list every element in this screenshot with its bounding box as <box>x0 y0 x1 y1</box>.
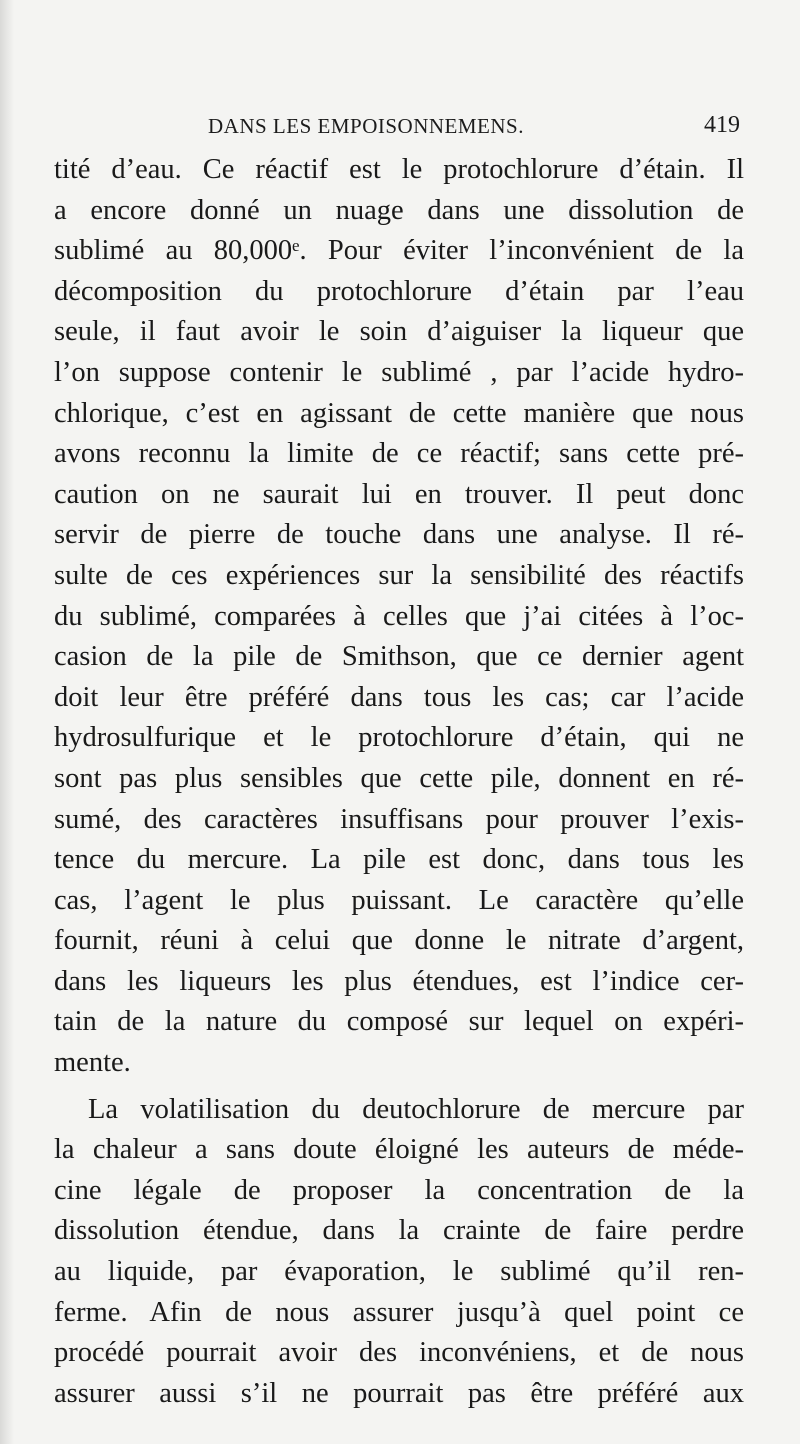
text-line: l’on suppose contenir le sublimé , par l’acide hydro- <box>54 356 744 388</box>
text-line: tain de la nature du composé sur lequel on expéri- <box>54 1006 744 1038</box>
text-line: fournit, réuni à celui que donne le nitrate d’argent, <box>54 925 744 957</box>
text-line: au liquide, par évaporation, le sublimé qu’il ren- <box>54 1256 744 1288</box>
text-line: a encore donné un nuage dans une dissolution de <box>54 194 744 226</box>
text-line: tité d’eau. Ce réactif est le protochlorure d’étain. Il <box>54 154 744 185</box>
text-line: cine légale de proposer la concentration de la <box>54 1174 744 1206</box>
text-line: assurer aussi s’il ne pourrait pas être préféré aux <box>54 1377 744 1409</box>
text-line: servir de pierre de touche dans une analyse. Il ré- <box>54 519 744 551</box>
text-line: caution on ne saurait lui en trouver. Il peut donc <box>54 478 744 510</box>
text-line: avons reconnu la limite de ce réactif; sans cette pré- <box>54 438 744 470</box>
text-line: sublimé au 80,000ᵉ. Pour éviter l’inconvénient de la <box>54 235 744 267</box>
text-line: La volatilisation du deutochlorure de mercure par <box>88 1093 744 1125</box>
text-line: la chaleur a sans doute éloigné les auteurs de méde- <box>54 1134 744 1166</box>
text-line: doit leur être préféré dans tous les cas; car l’acide <box>54 681 744 713</box>
body-text <box>54 150 744 1414</box>
text-line: ferme. Afin de nous assurer jusqu’à quel point ce <box>54 1296 744 1328</box>
text-line: mente. <box>54 1047 131 1079</box>
text-line: sulte de ces expériences sur la sensibilité des réactifs <box>54 559 744 591</box>
text-line: tence du mercure. La pile est donc, dans tous les <box>54 844 744 876</box>
text-line: cas, l’agent le plus puissant. Le caractère qu’elle <box>54 884 744 916</box>
text-line: dissolution étendue, dans la crainte de faire perdre <box>54 1215 744 1247</box>
text-line: dans les liqueurs les plus étendues, est l’indice cer- <box>54 965 744 997</box>
paragraph-2 <box>54 1090 744 1415</box>
running-head: DANS LES EMPOISONNEMENS. <box>208 114 524 138</box>
text-line: procédé pourrait avoir des inconvéniens, et de nous <box>54 1337 744 1369</box>
text-line: décomposition du protochlorure d’étain par l’eau <box>54 275 744 307</box>
text-line: sumé, des caractères insuffisans pour prouver l’exis- <box>54 803 744 835</box>
page-number: 419 <box>704 112 740 138</box>
page-header <box>62 112 738 148</box>
text-line: casion de la pile de Smithson, que ce dernier agent <box>54 641 744 673</box>
text-line: du sublimé, comparées à celles que j’ai citées à l’oc- <box>54 600 744 632</box>
text-line: hydrosulfurique et le protochlorure d’étain, qui ne <box>54 722 744 754</box>
paragraph-1 <box>54 150 744 1084</box>
text-line: chlorique, c’est en agissant de cette manière que nous <box>54 397 744 429</box>
text-line: sont pas plus sensibles que cette pile, donnent en ré- <box>54 762 744 794</box>
text-line: seule, il faut avoir le soin d’aiguiser la liqueur que <box>54 316 744 348</box>
